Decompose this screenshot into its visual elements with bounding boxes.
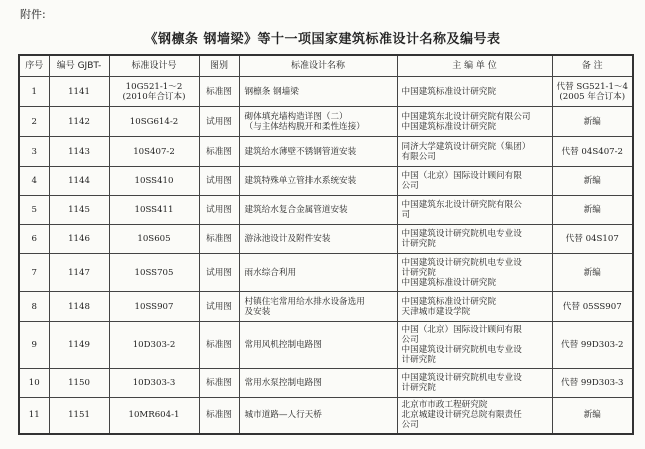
cell-name — [239, 292, 397, 322]
cell-note-line: 代替 05SS907 — [562, 301, 622, 312]
cell-note — [552, 292, 633, 322]
cell-name-line: 村镇住宅常用给水排水设备选用 — [244, 296, 365, 307]
cell-unit — [397, 77, 552, 107]
cell-type: 标准图 — [199, 137, 239, 167]
cell-unit — [397, 167, 552, 196]
header-seq: 序号 — [19, 55, 49, 77]
cell-name-line: （与主体结构脱开和柔性连接） — [244, 121, 365, 132]
cell-gjbt: 1143 — [49, 137, 109, 167]
cell-gjbt: 1145 — [49, 196, 109, 225]
cell-code — [109, 167, 199, 196]
cell-name — [239, 369, 397, 398]
cell-gjbt: 1151 — [49, 398, 109, 434]
cell-name-line: 及安装 — [244, 306, 271, 317]
cell-unit — [397, 196, 552, 225]
cell-type: 标准图 — [199, 77, 239, 107]
cell-unit-line: 中国建筑东北设计研究院有限公 — [401, 200, 522, 210]
cell-type: 试用图 — [199, 254, 239, 292]
cell-seq: 5 — [19, 196, 49, 225]
cell-unit — [397, 369, 552, 398]
cell-unit — [397, 322, 552, 369]
cell-code — [109, 77, 199, 107]
cell-seq: 4 — [19, 167, 49, 196]
standards-table — [18, 54, 634, 435]
cell-name — [239, 225, 397, 254]
cell-code-line: 10SS705 — [134, 267, 174, 278]
table-row — [19, 369, 633, 398]
cell-name-line: 建筑特殊单立管排水系统安装 — [244, 176, 357, 186]
cell-code-line: 10SS411 — [134, 205, 174, 215]
cell-gjbt: 1142 — [49, 107, 109, 137]
cell-note-line: 新编 — [583, 410, 601, 421]
cell-code-line: 10D303-3 — [132, 378, 176, 388]
cell-unit — [397, 107, 552, 137]
cell-note — [552, 254, 633, 292]
cell-unit-line: 同济大学建筑设计研究院（集团） — [401, 141, 531, 152]
cell-unit-line: 公司 — [401, 335, 419, 345]
cell-unit — [397, 254, 552, 292]
cell-code — [109, 107, 199, 137]
table-row — [19, 167, 633, 196]
header-code: 标准设计号 — [109, 55, 199, 77]
cell-unit-line: 北京市市政工程研究院 — [401, 400, 488, 411]
cell-unit-line: 有限公司 — [401, 151, 436, 162]
table-row — [19, 398, 633, 434]
cell-seq: 7 — [19, 254, 49, 292]
cell-note-line: 新编 — [583, 205, 601, 215]
cell-type: 标准图 — [199, 369, 239, 398]
cell-unit-line: 中国建筑东北设计研究院有限公司 — [401, 111, 531, 122]
cell-code — [109, 254, 199, 292]
cell-note-line: 新编 — [583, 267, 601, 278]
cell-note — [552, 225, 633, 254]
cell-seq: 11 — [19, 398, 49, 434]
cell-name — [239, 196, 397, 225]
cell-type: 标准图 — [199, 225, 239, 254]
cell-unit-line: 中国建筑设计研究院机电专业设 — [401, 257, 522, 268]
cell-note-line: 代替 SG521-1～4 — [556, 81, 628, 92]
cell-note-line: (2005 年合订本) — [559, 91, 626, 102]
cell-note — [552, 167, 633, 196]
cell-type: 试用图 — [199, 196, 239, 225]
cell-seq: 2 — [19, 107, 49, 137]
cell-note-line: 代替 99D303-3 — [560, 378, 624, 388]
cell-seq: 9 — [19, 322, 49, 369]
cell-unit — [397, 225, 552, 254]
cell-unit-line: 司 — [401, 210, 411, 220]
cell-unit-line: 北京城建设计研究总院有限责任 — [401, 410, 522, 421]
cell-unit-line: 中国建筑设计研究院机电专业设 — [401, 373, 522, 383]
cell-gjbt: 1149 — [49, 322, 109, 369]
cell-type: 试用图 — [199, 292, 239, 322]
cell-unit-line: 计研究院 — [401, 355, 436, 365]
cell-unit-line: 公司 — [401, 420, 419, 431]
cell-note — [552, 107, 633, 137]
cell-seq: 6 — [19, 225, 49, 254]
cell-unit-line: 计研究院 — [401, 267, 436, 278]
cell-unit-line: 中国建筑设计研究院机电专业设 — [401, 345, 522, 355]
cell-name-line: 城市道路—人行天桥 — [244, 410, 322, 421]
cell-name-line: 常用风机控制电路图 — [244, 340, 322, 350]
attachment-label: 附件: — [20, 8, 46, 21]
cell-name-line: 建筑给水复合金属管道安装 — [244, 205, 348, 215]
table-row — [19, 107, 633, 137]
page-title: 《钢檩条 钢墙梁》等十一项国家建筑标准设计名称及编号表 — [144, 32, 501, 47]
cell-name — [239, 137, 397, 167]
table-row — [19, 196, 633, 225]
cell-unit-line: 计研究院 — [401, 383, 436, 393]
cell-gjbt: 1150 — [49, 369, 109, 398]
cell-gjbt: 1146 — [49, 225, 109, 254]
cell-type: 标准图 — [199, 322, 239, 369]
cell-seq: 10 — [19, 369, 49, 398]
table-row — [19, 137, 633, 167]
cell-code — [109, 225, 199, 254]
cell-name — [239, 77, 397, 107]
cell-gjbt: 1144 — [49, 167, 109, 196]
header-note: 备 注 — [552, 55, 633, 77]
cell-unit-line: 中国建筑标准设计研究院 — [401, 296, 497, 307]
cell-code-line: 10S407-2 — [133, 146, 175, 157]
cell-gjbt: 1147 — [49, 254, 109, 292]
cell-note — [552, 322, 633, 369]
cell-code — [109, 369, 199, 398]
cell-note-line: 新编 — [583, 116, 601, 127]
cell-unit-line: 公司 — [401, 181, 419, 191]
cell-code-line: 10G521-1～2 — [125, 81, 183, 92]
cell-type: 试用图 — [199, 167, 239, 196]
header-name: 标准设计名称 — [239, 55, 397, 77]
cell-unit-line: 中国（北京）国际设计顾问有限 — [401, 325, 522, 335]
header-unit: 主 编 单 位 — [397, 55, 552, 77]
cell-seq: 8 — [19, 292, 49, 322]
cell-unit-line: 中国（北京）国际设计顾问有限 — [401, 171, 522, 181]
cell-code-line: 10MR604-1 — [128, 410, 180, 421]
cell-gjbt: 1141 — [49, 77, 109, 107]
cell-unit-line: 中国建筑设计研究院机电专业设 — [401, 229, 522, 239]
cell-unit — [397, 398, 552, 434]
cell-name-line: 游泳池设计及附件安装 — [244, 234, 331, 244]
cell-type: 试用图 — [199, 107, 239, 137]
cell-seq: 3 — [19, 137, 49, 167]
table-row — [19, 292, 633, 322]
cell-note — [552, 137, 633, 167]
cell-unit-line: 计研究院 — [401, 239, 436, 249]
cell-note — [552, 369, 633, 398]
cell-unit-line: 天津城市建设学院 — [401, 306, 471, 317]
cell-code-line: (2010年合订本) — [122, 91, 186, 102]
cell-code — [109, 292, 199, 322]
cell-note-line: 新编 — [583, 176, 601, 186]
cell-code-line: 10SS410 — [134, 176, 174, 186]
cell-name — [239, 107, 397, 137]
cell-note — [552, 196, 633, 225]
cell-type: 标准图 — [199, 398, 239, 434]
cell-code — [109, 196, 199, 225]
cell-seq: 1 — [19, 77, 49, 107]
cell-code-line: 10SG614-2 — [129, 116, 179, 127]
table-row — [19, 77, 633, 107]
cell-name — [239, 322, 397, 369]
cell-unit-line: 中国建筑标准设计研究院 — [401, 86, 497, 97]
header-type: 图别 — [199, 55, 239, 77]
cell-code — [109, 398, 199, 434]
table-header-row — [19, 55, 633, 77]
cell-code — [109, 137, 199, 167]
cell-unit-line: 中国建筑标准设计研究院 — [401, 121, 497, 132]
cell-name-line: 常用水泵控制电路图 — [244, 378, 322, 388]
table-row — [19, 322, 633, 369]
cell-name-line: 钢檩条 钢墙梁 — [244, 86, 299, 97]
cell-note — [552, 77, 633, 107]
cell-note-line: 代替 04S407-2 — [561, 146, 624, 157]
cell-note-line: 代替 04S107 — [565, 234, 619, 244]
cell-code — [109, 322, 199, 369]
table-row — [19, 254, 633, 292]
cell-name — [239, 167, 397, 196]
cell-note-line: 代替 99D303-2 — [560, 340, 624, 350]
cell-name-line: 雨水综合利用 — [244, 267, 297, 278]
table-row — [19, 225, 633, 254]
cell-name — [239, 398, 397, 434]
cell-code-line: 10D303-2 — [132, 340, 176, 350]
cell-code-line: 10S605 — [137, 234, 171, 244]
header-gjbt: 编号 GJBT- — [49, 55, 109, 77]
cell-unit-line: 中国建筑标准设计研究院 — [401, 277, 497, 288]
cell-name — [239, 254, 397, 292]
cell-note — [552, 398, 633, 434]
cell-unit — [397, 137, 552, 167]
cell-code-line: 10SS907 — [134, 301, 174, 312]
cell-name-line: 建筑给水薄壁不锈钢管道安装 — [244, 146, 357, 157]
cell-unit — [397, 292, 552, 322]
cell-name-line: 砌体填充墙构造详图（二） — [244, 111, 348, 122]
cell-gjbt: 1148 — [49, 292, 109, 322]
